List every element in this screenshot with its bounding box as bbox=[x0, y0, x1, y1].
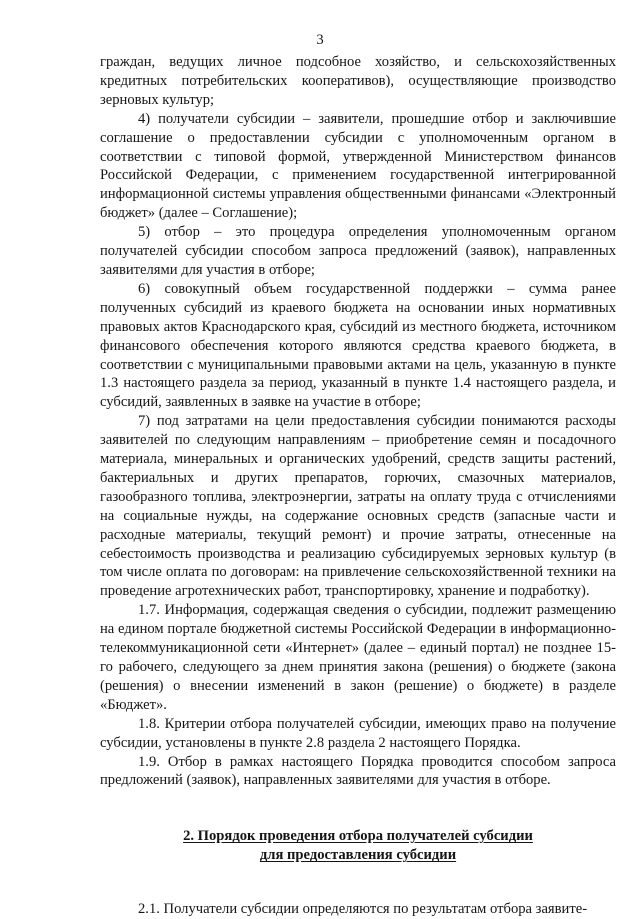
paragraph-item-5: 5) отбор – это процедура определения уполномоченным органом получателей субсидии способом запроса предложений (заявок), направленных заявителями для участия в отборе; bbox=[100, 224, 616, 278]
paragraph-item-7: 7) под затратами на цели предоставления субсидии понимаются расходы заявителей по следующим направлениям – приобретение семян и посадочного материала, минеральных и органических удобрений, средств защиты растений, бактериальных и других препаратов, горючих, смазочных материалов, газообразного топлива, электроэнергии, затраты на оплату труда с отчислениями на социальные нужды, на содержание основных средств (запасные части и расходные материалы, текущий ремонт) и прочие затраты, отнесенные на себестоимость производства и реализацию субсидируемых зерновых культур (в том числе оплата по договорам: на привлечение сельскохозяйственной техники на проведение агротехнических работ, транспортировку, хранение и подработку). bbox=[100, 413, 616, 600]
paragraph-2-1: 2.1. Получатели субсидии определяются по результатам отбора заявите- bbox=[138, 901, 588, 918]
page-number: 3 bbox=[316, 32, 324, 48]
section-heading-line-2: для предоставления субсидии bbox=[259, 847, 457, 864]
section-heading-line-1: 2. Порядок проведения отбора получателей субсидии bbox=[183, 828, 533, 845]
paragraph-1-7: 1.7. Информация, содержащая сведения о субсидии, подлежит размещению на едином портале бюджетной системы Российской Федерации в информационно-телекоммуникационной сети «Интернет» (далее – единый портал) не позднее 15-го рабочего, следующего за днем принятия закона (решения) о бюджете (закона (решения) о внесении изменений в закон (решение) о бюджете) в разделе «Бюджет». bbox=[100, 602, 616, 713]
paragraph-1-9: 1.9. Отбор в рамках настоящего Порядка проводится способом запроса предложений (заявок), направленных заявителями для участия в отборе. bbox=[100, 753, 616, 789]
paragraph-continuation: граждан, ведущих личное подсобное хозяйство, и сельскохозяйственных кредитных потребительских кооперативов), осуществляющие производство зерновых культур; bbox=[100, 54, 616, 108]
paragraph-item-4: 4) получатели субсидии – заявители, прошедшие отбор и заключившие соглашение о предоставлении субсидии с уполномоченным органом в соответствии с типовой формой, утвержденной Министерством финансов Российской Федерации, с применением государственной интегрированной информационной системы управления общественными финансами «Электронный бюджет» (далее – Соглашение); bbox=[100, 110, 616, 222]
section-heading bbox=[100, 827, 616, 865]
document-body bbox=[100, 53, 616, 919]
paragraph-1-8: 1.8. Критерии отбора получателей субсидии, имеющих право на получение субсидии, установлены в пункте 2.8 раздела 2 настоящего Порядка. bbox=[100, 715, 616, 751]
paragraph-item-6: 6) совокупный объем государственной поддержки – сумма ранее полученных субсидий из краевого бюджета на основании иных нормативных правовых актов Краснодарского края, субсидий из местного бюджета, источником финансового обеспечения которого являются средства краевого бюджета, в соответствии с муниципальными правовыми актами на цель, указанную в пункте 1.3 настоящего раздела за период, указанный в пункте 1.4 настоящего раздела, и субсидий, заявленных в заявке на участие в отборе; bbox=[100, 280, 616, 411]
